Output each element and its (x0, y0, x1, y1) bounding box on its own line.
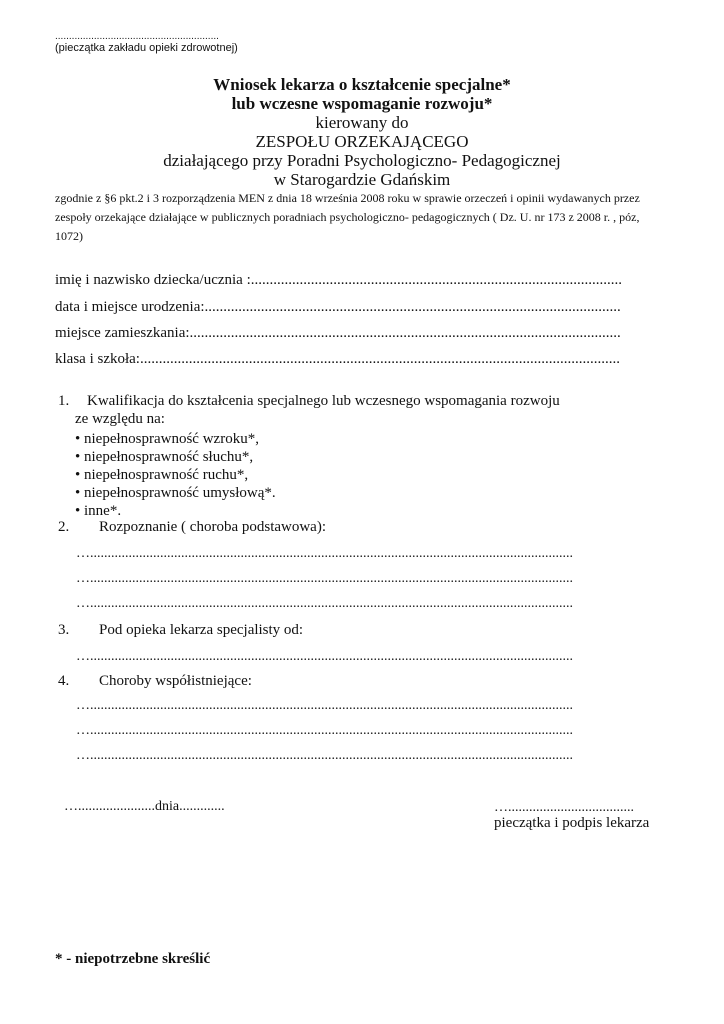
option-motor: • niepełnosprawność ruchu*, (75, 467, 249, 483)
specialist-line[interactable]: ….......................................................................................................................................... (76, 649, 573, 664)
diagnosis-line[interactable]: ….......................................................................................................................................... (76, 546, 573, 561)
class-school-field[interactable]: klasa i szkoła:................................................................................................................................ (55, 351, 620, 367)
birth-date-place-field[interactable]: data i miejsce urodzenia:............................................................................................................... (55, 299, 621, 315)
section4-number: 4. (58, 673, 70, 689)
section4-title: Choroby współistniejące: (99, 673, 252, 689)
date-field[interactable]: …......................dnia............. (64, 799, 225, 814)
section2-title: Rozpoznanie ( choroba podstawowa): (99, 519, 327, 535)
residence-field[interactable]: miejsce zamieszkania:................................................................................................................... (55, 325, 621, 341)
section2-number: 2. (58, 519, 70, 535)
signature-field[interactable]: ….................................... (494, 800, 634, 815)
comorbidity-line[interactable]: ….......................................................................................................................................... (76, 748, 573, 763)
option-hearing: • niepełnosprawność słuchu*, (75, 449, 254, 465)
document-title: Wniosek lekarza o kształcenie specjalne* (213, 75, 511, 94)
diagnosis-line[interactable]: ….......................................................................................................................................... (76, 596, 573, 611)
legal-basis-line3: 1072) (55, 229, 83, 243)
signature-caption: pieczątka i podpis lekarza (494, 815, 650, 831)
addressee: ZESPOŁU ORZEKAJĄCEGO (255, 132, 469, 151)
document-title-line2: lub wczesne wspomaganie rozwoju* (231, 94, 493, 113)
stamp-dots: ........................................................... (55, 31, 219, 42)
section3-number: 3. (58, 622, 70, 638)
legal-basis-line1: zgodnie z §6 pkt.2 i 3 rozporządzenia MEN z dnia 18 września 2008 roku w sprawie orzeczeń i opinii wydawanych przez (55, 191, 640, 205)
option-intellectual: • niepełnosprawność umysłową*. (75, 485, 276, 501)
addressee-city: w Starogardzie Gdańskim (273, 170, 451, 189)
addressee-institution: działającego przy Poradni Psychologiczno- Pedagogicznej (163, 151, 561, 170)
diagnosis-line[interactable]: ….......................................................................................................................................... (76, 571, 573, 586)
section1-subtitle: ze względu na: (75, 411, 165, 427)
child-name-field[interactable]: imię i nazwisko dziecka/ucznia :................................................................................................... (55, 272, 623, 288)
option-vision: • niepełnosprawność wzroku*, (75, 431, 259, 447)
section1-title: Kwalifikacja do kształcenia specjalnego lub wczesnego wspomagania rozwoju (87, 393, 560, 409)
stamp-caption: (pieczątka zakładu opieki zdrowotnej) (55, 42, 238, 54)
section3-title: Pod opieka lekarza specjalisty od: (99, 622, 304, 638)
document-subtitle: kierowany do (315, 113, 409, 132)
section1-number: 1. (58, 393, 70, 409)
legal-basis-line2: zespoły orzekające działające w publicznych poradniach psychologiczno- pedagogicznych ( Dz. U. nr 173 z 2008 r. , póz, (55, 210, 640, 224)
comorbidity-line[interactable]: ….......................................................................................................................................... (76, 723, 573, 738)
option-other: • inne*. (75, 503, 122, 519)
comorbidity-line[interactable]: ….......................................................................................................................................... (76, 698, 573, 713)
footnote: * - niepotrzebne skreślić (55, 951, 211, 967)
